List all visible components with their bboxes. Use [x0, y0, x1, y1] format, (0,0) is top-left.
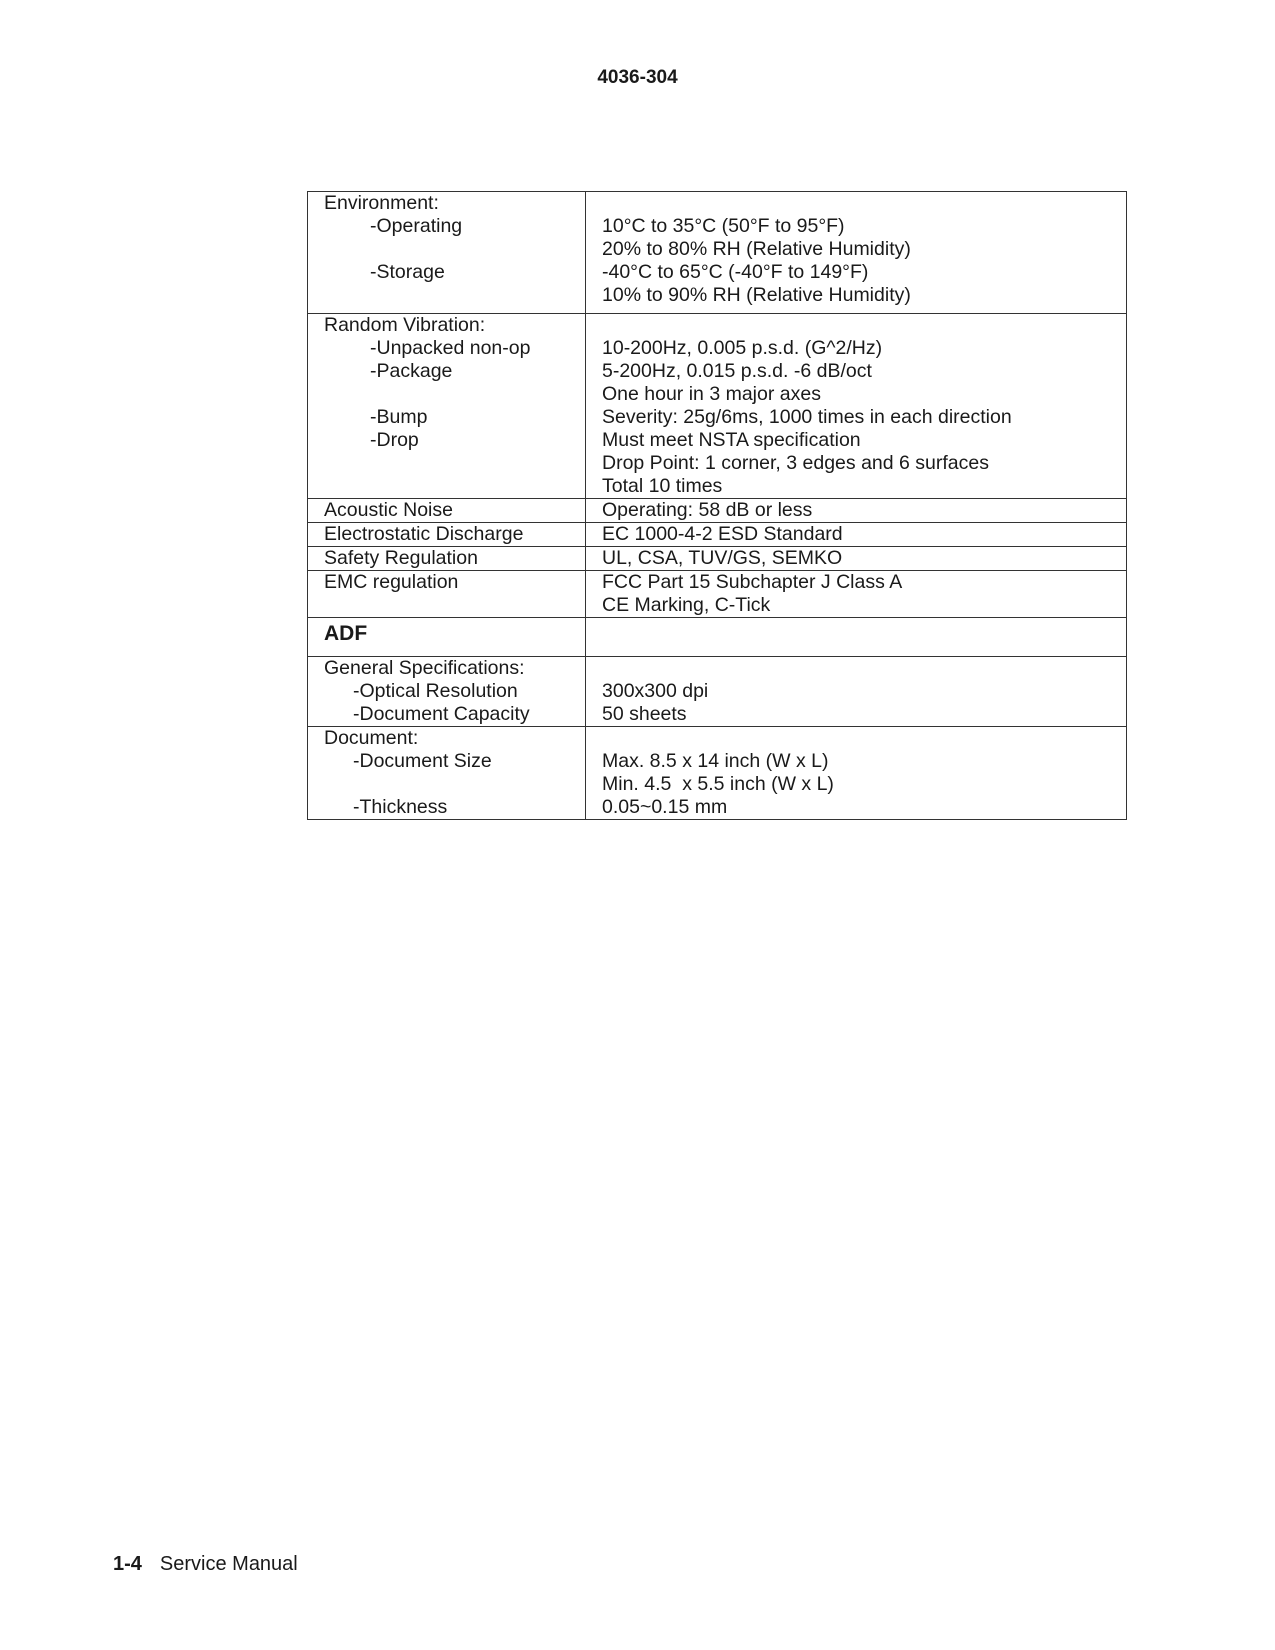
spec-value-cell	[586, 499, 1127, 523]
storage-label: -Storage	[370, 261, 445, 283]
spec-value: 10% to 90% RH (Relative Humidity)	[602, 284, 911, 306]
vibration-label: Random Vibration:	[324, 314, 486, 336]
general-spec-label: General Specifications:	[324, 657, 525, 679]
spec-value: Operating: 58 dB or less	[602, 499, 813, 521]
spec-value-cell	[586, 314, 1127, 499]
esd-label: Electrostatic Discharge	[324, 523, 524, 545]
spec-value: Severity: 25g/6ms, 1000 times in each direction	[602, 406, 1012, 428]
operating-label: -Operating	[370, 215, 463, 237]
spec-label-cell	[308, 523, 586, 547]
spec-value: -40°C to 65°C (-40°F to 149°F)	[602, 261, 869, 283]
table-row	[308, 314, 1127, 499]
table-row	[308, 727, 1127, 820]
spec-label-cell	[308, 547, 586, 571]
spec-value: 0.05~0.15 mm	[602, 796, 728, 818]
spec-value: Max. 8.5 x 14 inch (W x L)	[602, 750, 829, 772]
document-size-label: -Document Size	[353, 750, 492, 772]
spec-value: 20% to 80% RH (Relative Humidity)	[602, 238, 911, 260]
emc-label: EMC regulation	[324, 571, 459, 593]
acoustic-label: Acoustic Noise	[324, 499, 453, 521]
adf-section-heading: ADF	[324, 622, 368, 645]
unpacked-label: -Unpacked non-op	[370, 337, 531, 359]
page-footer	[113, 1553, 298, 1576]
spec-value-cell	[586, 192, 1127, 314]
table-row	[308, 499, 1127, 523]
bump-label: -Bump	[370, 406, 428, 428]
spec-label-cell	[308, 192, 586, 314]
spec-value: Min. 4.5 x 5.5 inch (W x L)	[602, 773, 834, 795]
spec-label-cell	[308, 657, 586, 727]
drop-label: -Drop	[370, 429, 419, 451]
spec-value: One hour in 3 major axes	[602, 383, 821, 405]
spec-label-cell	[308, 499, 586, 523]
spec-value: Must meet NSTA specification	[602, 429, 861, 451]
document-label: Document:	[324, 727, 419, 749]
table-row	[308, 523, 1127, 547]
spec-value: UL, CSA, TUV/GS, SEMKO	[602, 547, 843, 569]
package-label: -Package	[370, 360, 453, 382]
environment-label: Environment:	[324, 192, 439, 214]
spec-table	[307, 191, 1127, 820]
table-row	[308, 192, 1127, 314]
spec-label-cell	[308, 618, 586, 657]
spec-value: 10°C to 35°C (50°F to 95°F)	[602, 215, 845, 237]
spec-value: Total 10 times	[602, 475, 723, 497]
spec-value: 300x300 dpi	[602, 680, 709, 702]
page-header: 4036-304	[597, 67, 678, 88]
table-row	[308, 571, 1127, 618]
table-row	[308, 547, 1127, 571]
thickness-label: -Thickness	[353, 796, 448, 818]
spec-value: 50 sheets	[602, 703, 687, 725]
spec-value-cell	[586, 571, 1127, 618]
spec-value: FCC Part 15 Subchapter J Class A	[602, 571, 903, 593]
spec-value-cell	[586, 523, 1127, 547]
spec-value: EC 1000-4-2 ESD Standard	[602, 523, 843, 545]
spec-value-cell	[586, 547, 1127, 571]
spec-value: Drop Point: 1 corner, 3 edges and 6 surfaces	[602, 452, 989, 474]
spec-value: CE Marking, C-Tick	[602, 594, 771, 616]
spec-value-cell	[586, 657, 1127, 727]
spec-value-cell	[586, 727, 1127, 820]
spec-value: 10-200Hz, 0.005 p.s.d. (G^2/Hz)	[602, 337, 883, 359]
spec-label-cell	[308, 727, 586, 820]
footer-title: Service Manual	[159, 1553, 298, 1575]
table-row	[308, 618, 1127, 657]
table-row	[308, 657, 1127, 727]
capacity-label: -Document Capacity	[353, 703, 530, 725]
spec-value: 5-200Hz, 0.015 p.s.d. -6 dB/oct	[602, 360, 872, 382]
resolution-label: -Optical Resolution	[353, 680, 518, 702]
spec-label-cell	[308, 571, 586, 618]
safety-label: Safety Regulation	[324, 547, 478, 569]
spec-label-cell	[308, 314, 586, 499]
spec-value-cell	[586, 618, 1127, 657]
page-number: 1-4	[113, 1553, 142, 1575]
